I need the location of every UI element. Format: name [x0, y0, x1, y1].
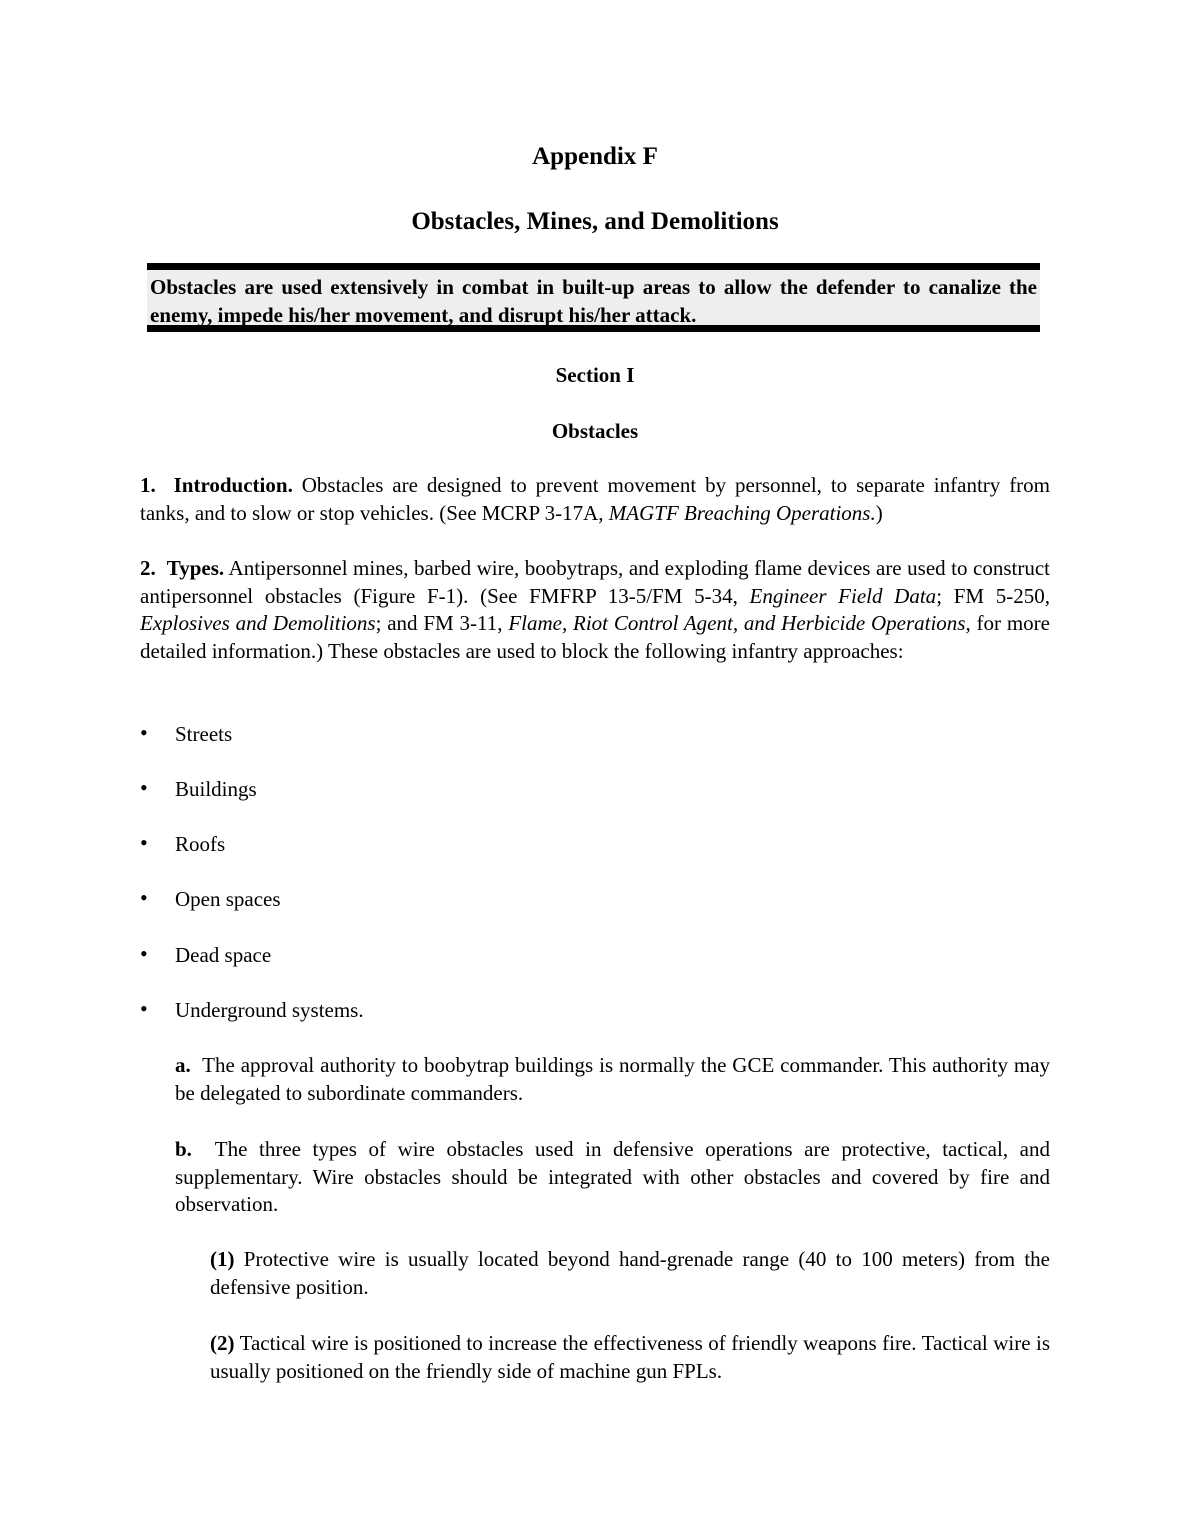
list-item-text: Open spaces	[175, 887, 281, 911]
paragraph-heading: Introduction.	[173, 473, 293, 497]
section-title: Obstacles	[551, 419, 639, 443]
paragraph-number: 1.	[140, 473, 156, 497]
appendix-heading: Appendix F	[532, 143, 658, 170]
paragraph-heading: Types.	[166, 556, 225, 580]
paragraph-text: Antipersonnel mines, barbed wire, boobytraps, and exploding flame devices are used to construct antipersonnel obstacles (Figure F-1). (See FMFRP 13-5/FM 5-34,	[140, 556, 1051, 608]
subparagraph-b2	[210, 1330, 1050, 1385]
reference-title: MAGTF Breaching Operations.	[608, 500, 876, 525]
bullet-icon: •	[140, 720, 148, 745]
paragraph-types	[140, 555, 1050, 665]
paragraph-text: Obstacles are designed to prevent movement by personnel, to separate infantry from tanks, and to slow or stop vehicles. (See MCRP 3-17A,	[140, 473, 1051, 525]
bullet-icon: •	[140, 775, 148, 800]
reference-title: Engineer Field Data	[749, 583, 937, 608]
bullet-icon: •	[140, 885, 148, 910]
reference-title: Explosives and Demolitions	[140, 611, 376, 635]
subparagraph-a	[175, 1052, 1050, 1107]
list-item-text: Underground systems.	[175, 998, 364, 1022]
bullet-icon: •	[140, 830, 148, 855]
paragraph-number: 2.	[140, 556, 156, 580]
list-item-text: Streets	[175, 722, 233, 746]
subparagraph-label: a.	[175, 1053, 191, 1077]
reference-title: Flame, Riot Control Agent, and Herbicide Operations,	[508, 611, 971, 635]
bullet-icon: •	[140, 941, 148, 966]
appendix-title: Obstacles, Mines, and Demolitions	[411, 208, 779, 235]
subparagraph-text: Protective wire is usually located beyond hand-grenade range (40 to 100 meters) from the defensive position.	[210, 1247, 1050, 1299]
subparagraph-b	[175, 1136, 1050, 1219]
paragraph-text: )	[875, 500, 883, 525]
list-item-text: Buildings	[175, 777, 257, 801]
callout-box	[147, 263, 1040, 332]
section-label: Section I	[555, 363, 635, 387]
callout-text: Obstacles are used extensively in combat in built-up areas to allow the defender to canalize the enemy, impede his/her movement, and disrupt his/her attack.	[150, 275, 1037, 327]
subparagraph-text: Tactical wire is positioned to increase the effectiveness of friendly weapons fire. Tactical wire is usually positioned on the friendly side of machine gun FPLs.	[210, 1331, 1050, 1383]
subparagraph-label: (2)	[210, 1331, 235, 1355]
paragraph-text: ; and FM 3-11,	[375, 611, 503, 635]
paragraph-text: for more detailed information.) These obstacles are used to block the following infantry approaches:	[140, 611, 1050, 663]
subparagraph-text: The three types of wire obstacles used in defensive operations are protective, tactical, and supplementary. Wire obstacles should be integrated with other obstacles and covered by fire and observation.	[175, 1137, 1050, 1216]
bullet-icon: •	[140, 996, 148, 1021]
subparagraph-b1	[210, 1246, 1050, 1301]
subparagraph-label: (1)	[210, 1247, 235, 1271]
list-item-text: Roofs	[175, 832, 226, 856]
list-item-text: Dead space	[175, 943, 272, 967]
subparagraph-text: The approval authority to boobytrap buildings is normally the GCE commander. This authority may be delegated to subordinate commanders.	[175, 1053, 1051, 1105]
paragraph-introduction	[140, 472, 1050, 527]
paragraph-text: ; FM 5-250,	[936, 583, 1050, 608]
subparagraph-label: b.	[175, 1137, 192, 1161]
